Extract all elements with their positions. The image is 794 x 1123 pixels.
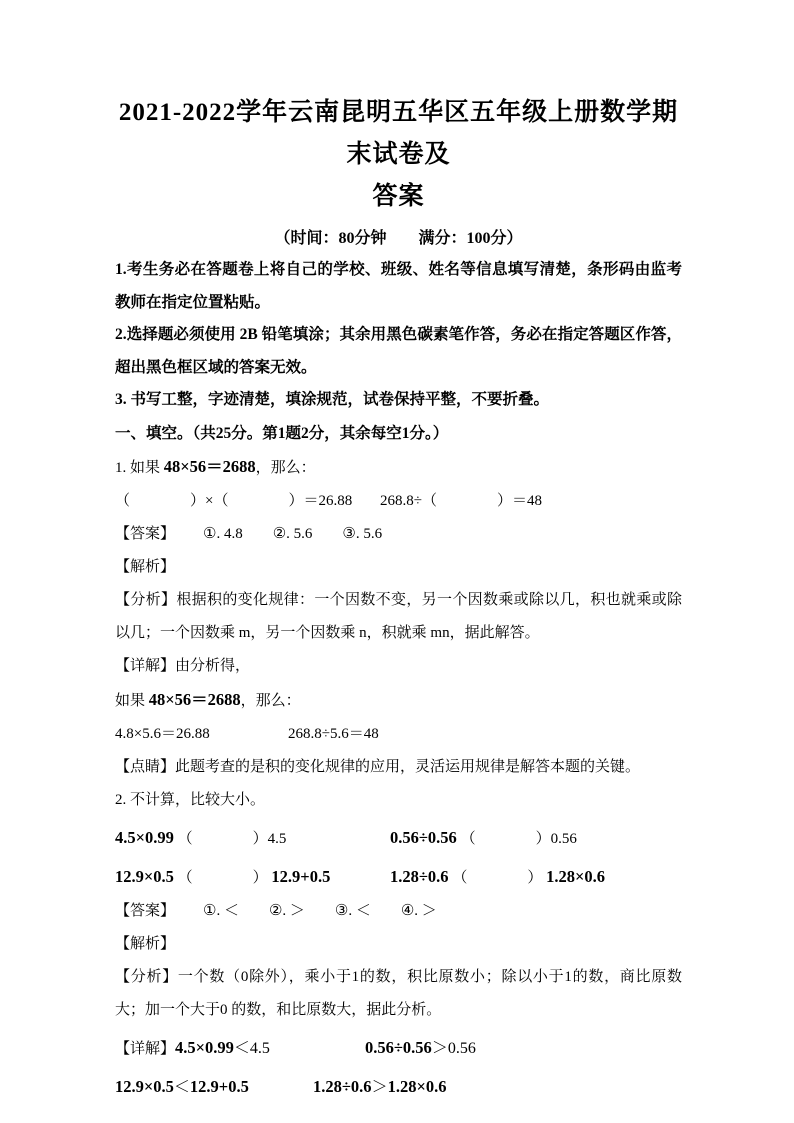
q2-compare-row2: [115, 860, 682, 895]
q2-detail-r1-left-comparison: ＜4.5: [233, 1040, 270, 1057]
q2-compare-row1: [115, 821, 682, 856]
q2-row2-right-expression: 1.28÷0.6: [390, 867, 449, 886]
q2-jiexi-label: 【解析】: [115, 936, 176, 952]
q2-detail-r2-right-comparison: ＞: [371, 1079, 388, 1096]
q1-answer-label: 【答案】: [115, 526, 176, 542]
q1-answer-values: ①. 4.8 ②. 5.6 ③. 5.6: [203, 526, 383, 542]
q1-blank-left: （ ）×（ ）＝26.88: [115, 493, 353, 509]
exam-title-line1: 2021-2022学年云南昆明五华区五年级上册数学期末试卷及: [118, 99, 679, 168]
q1-fenxi: 【分析】根据积的变化规律：一个因数不变，另一个因数乘或除以几，积也就乘或除以几；一个因数乘 m，另一个因数乘 n，积就乘 mn，据此解答。: [115, 592, 682, 641]
q2-detail-r2-right-expression: 1.28÷0.6: [313, 1077, 372, 1096]
q2-detail-right2: [313, 1077, 447, 1096]
q1-restate-prefix: 如果: [115, 693, 146, 709]
q1-equation-right: 268.8÷5.6＝48: [288, 726, 379, 742]
q2-detail-r1-right-expression: 0.56÷0.56: [365, 1038, 432, 1057]
q1-intro-prefix: 1. 如果: [115, 460, 161, 476]
q2-row2-left-expression: 12.9×0.5: [115, 867, 174, 886]
notice-2: 2.选择题必须使用 2B 铅笔填涂；其余用黑色碳素笔作答，务必在指定答题区作答，超出黑色框区域的答案无效。: [115, 326, 682, 376]
q1-answer-line: [115, 518, 682, 551]
q2-row2-right-expression2: 1.28×0.6: [546, 867, 605, 886]
q1-intro-suffix: ，那么：: [255, 460, 316, 476]
q2-detail-r1-right-comparison: ＞0.56: [431, 1040, 476, 1057]
q2-row1-right-expression: 0.56÷0.56: [390, 828, 457, 847]
q2-detail-left2: [115, 1070, 313, 1105]
q1-restate: [115, 683, 682, 718]
q1-restate-equation: 48×56＝2688: [148, 690, 241, 709]
q1-equations-row: [115, 718, 682, 751]
q2-detail-r2-left-expression2: 12.9+0.5: [189, 1077, 249, 1096]
q2-detail-r2-left-expression: 12.9×0.5: [115, 1077, 174, 1096]
q2-answer-values: ①. ＜ ②. ＞ ③. ＜ ④. ＞: [203, 903, 437, 919]
q2-row1-right-blank: （ ）0.56: [460, 831, 577, 847]
q1-equation-left: 4.8×5.6＝26.88: [115, 726, 210, 742]
q1-blank-right: 268.8÷（ ）＝48: [380, 493, 542, 509]
q1-blanks-row: [115, 485, 682, 518]
q2-detail-row1: [115, 1031, 682, 1066]
q2-answer-line: [115, 895, 682, 928]
q2-detail-r1-left-expression: 4.5×0.99: [175, 1038, 234, 1057]
q2-fenxi: 【分析】一个数（0除外），乘小于1的数，积比原数小；除以小于1的数，商比原数大；加一个大于0 的数，和比原数大，据此分析。: [115, 969, 682, 1018]
notice-3: 3. 书写工整，字迹清楚，填涂规范，试卷保持平整，不要折叠。: [115, 391, 550, 408]
q2-row2-left-expression2: 12.9+0.5: [271, 867, 331, 886]
q2-row1-left-expression: 4.5×0.99: [115, 828, 174, 847]
q2-row1-right: [390, 828, 577, 847]
q1-intro: [115, 450, 682, 485]
q2-detail-row2: [115, 1070, 682, 1105]
q2-row1-left-blank: （ ）4.5: [177, 831, 287, 847]
q2-detail-left1: [115, 1031, 365, 1066]
q2-row2-left: [115, 860, 390, 895]
q1-jiexi-label: 【解析】: [115, 559, 176, 575]
section-1-heading: 一、填空。（共25分。第1题2分，其余每空1分。）: [115, 424, 449, 442]
q1-intro-equation: 48×56＝2688: [163, 457, 256, 476]
q2-detail-r2-right-expression2: 1.28×0.6: [387, 1077, 447, 1096]
q2-row2-left-blank: （ ）: [177, 870, 268, 886]
q2-intro: 2. 不计算，比较大小。: [115, 792, 266, 808]
q2-detail-right1: [365, 1038, 476, 1057]
exam-title-line2: 答案: [372, 183, 425, 210]
q2-answer-label: 【答案】: [115, 903, 176, 919]
q2-row1-left: [115, 821, 390, 856]
q2-detail-label: 【详解】: [115, 1041, 176, 1057]
q2-row2-right: [390, 867, 605, 886]
q2-detail-r2-left-comparison: ＜: [173, 1079, 190, 1096]
exam-time-score: （时间：80分钟 满分：100分）: [274, 230, 523, 247]
q1-xiangjie: 【详解】由分析得，: [115, 658, 251, 674]
q2-row2-right-blank: （ ）: [452, 870, 543, 886]
q1-dianjing: 【点睛】此题考查的是积的变化规律的应用，灵活运用规律是解答本题的关键。: [115, 759, 641, 775]
notice-1: 1.考生务必在答题卷上将自己的学校、班级、姓名等信息填写清楚，条形码由监考教师在指定位置粘贴。: [115, 261, 682, 311]
q1-restate-suffix: ，那么：: [240, 693, 301, 709]
